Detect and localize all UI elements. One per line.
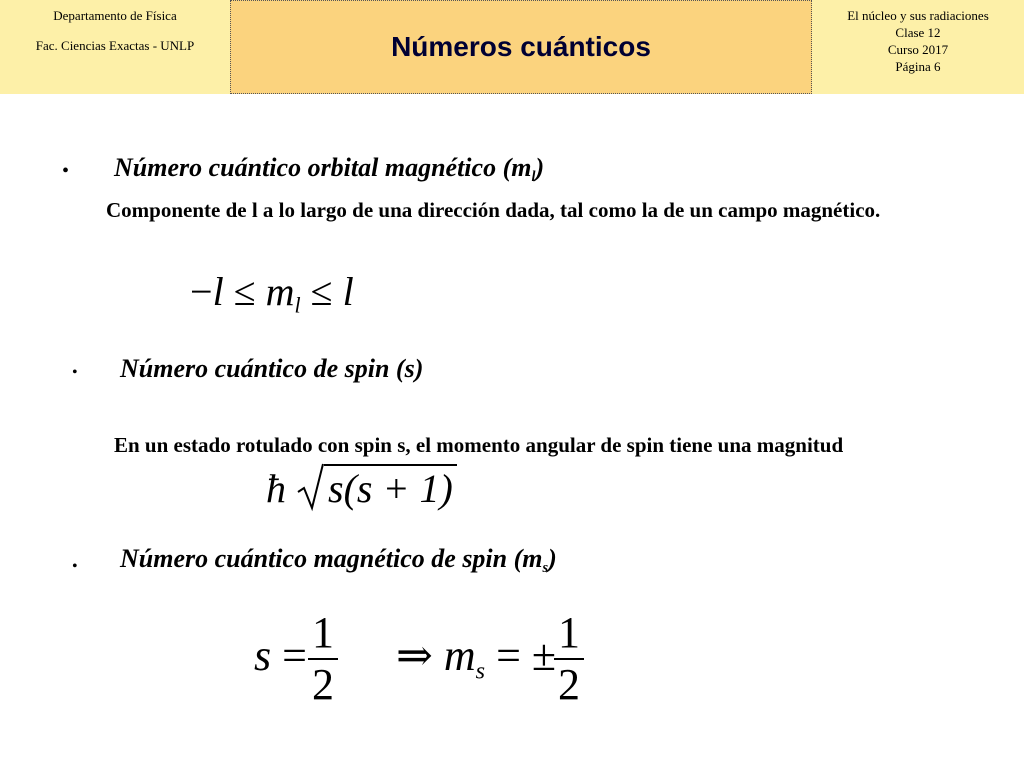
equation-ml-range: $-l \le m_l \le l$ (190, 269, 354, 318)
heading-orbital-magnetic: Número cuántico orbital magnético $(m_l)$ (114, 153, 545, 185)
course-info (812, 0, 1024, 76)
text-orbital-magnetic: Componente de l a lo largo de una dirección dada, tal como la de un campo magnético. (106, 198, 881, 222)
sqrt-sign-icon (296, 462, 324, 512)
bullet-1: • (62, 160, 70, 182)
header-left-panel (0, 0, 230, 94)
fraction-one-half-b: $\frac{1}{2}$ (554, 608, 584, 710)
department-name: Departamento de Física (53, 8, 177, 23)
equation-ms-value: ⇒ $m_s$ = ± (396, 631, 557, 685)
fraction-one-half-a: $\frac{1}{2}$ (308, 608, 338, 710)
equation-spin-magnitude: ħ s(s + 1) (266, 462, 457, 512)
equation-s-value: s = (254, 631, 307, 680)
heading-spin-magnetic: Número cuántico magnético de spin $(m_s)$ (120, 544, 557, 576)
header-title-panel (230, 0, 812, 94)
page-number: Página 6 (895, 58, 941, 74)
bullet-3: • (72, 558, 78, 575)
text-spin: En un estado rotulado con spin s, el momento angular de spin tiene una magnitud (114, 433, 844, 457)
class-number: Clase 12 (895, 24, 941, 40)
course-name: El núcleo y sus radiaciones (847, 8, 989, 23)
faculty-name: Fac. Ciencias Exactas - UNLP (35, 38, 195, 53)
slide-title: Números cuánticos (391, 31, 651, 62)
heading-spin: Número cuántico de spin (s) (120, 354, 424, 383)
sqrt-radicand: s(s + 1) (324, 464, 457, 511)
bullet-2: • (72, 364, 78, 381)
header-right-panel (812, 0, 1024, 94)
course-year: Curso 2017 (887, 41, 949, 57)
